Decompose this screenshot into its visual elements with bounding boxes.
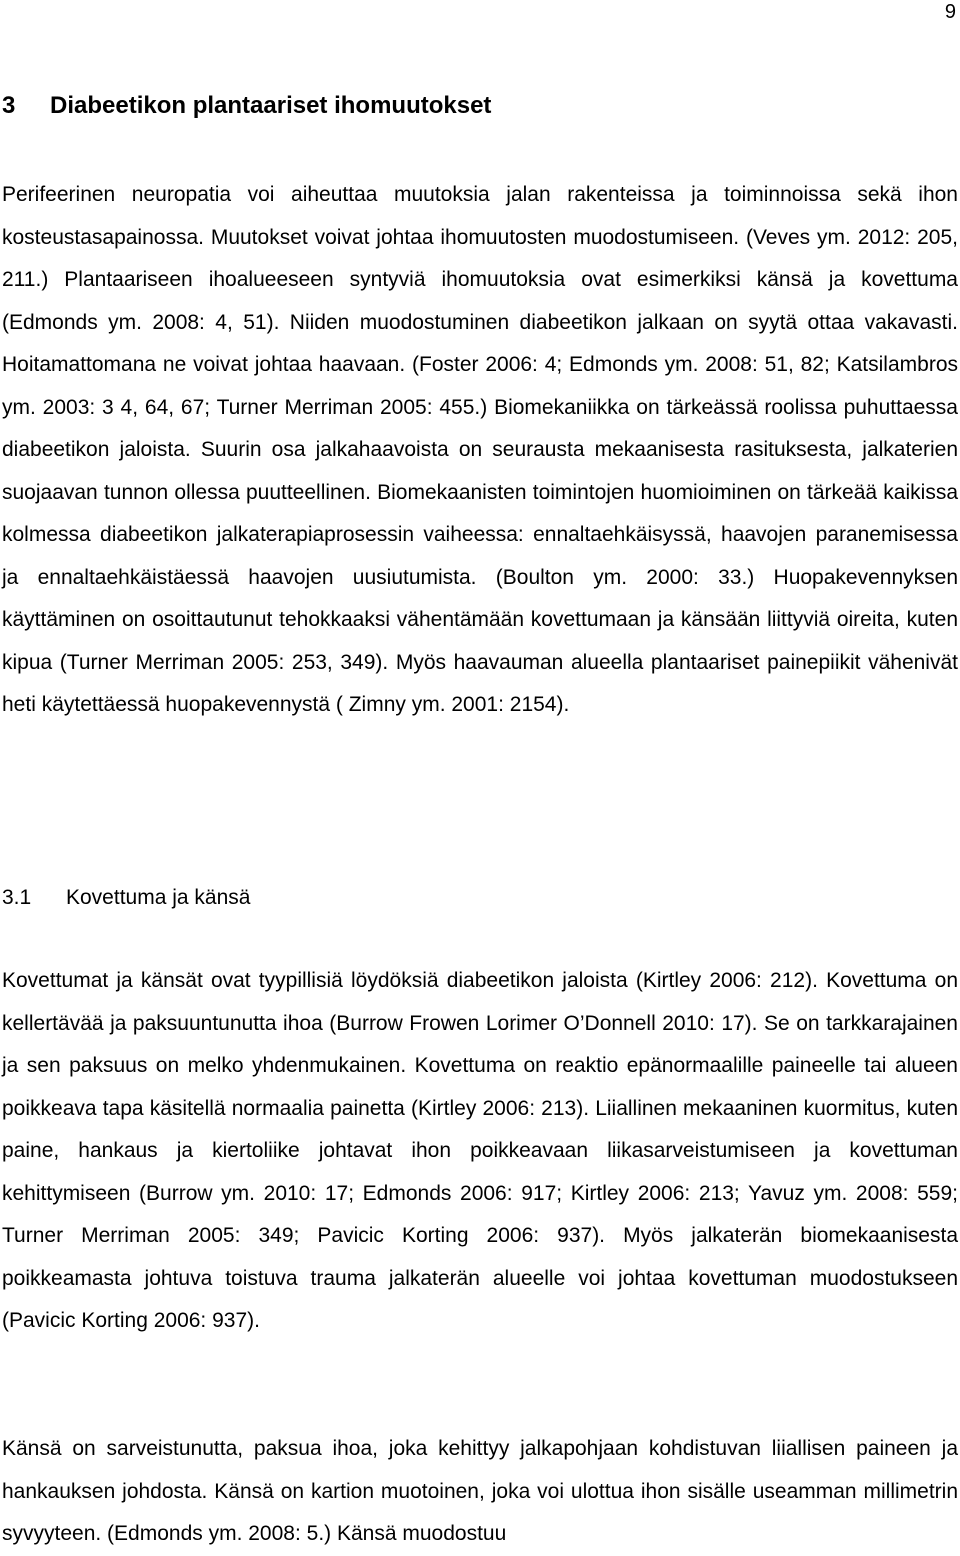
section-title: Diabeetikon plantaariset ihomuutokset [50, 92, 492, 119]
subsection-title: Kovettuma ja känsä [66, 886, 251, 909]
section-heading [2, 90, 491, 122]
subsection-paragraph-1: Kovettumat ja känsät ovat tyypillisiä löydöksiä diabeetikon jaloista (Kirtley 2006: 212). Kovettuma on kellertävää ja paksuuntunutta ihoa (Burrow Frowen Lorimer O’Donnell 2010: 17). Se on tarkkarajainen ja sen paksuus on melko yhdenmukainen. Kovettuma on reaktio epänormaalille paineelle tai alueen poikkeava tapa käsitellä normaalia painetta (Kirtley 2006: 213). Liiallinen mekaaninen kuormitus, kuten paine, hankaus ja kiertoliike johtavat ihon poikkeavaan liikasarveistumiseen ja kovettuman kehittymiseen (Burrow ym. 2010: 17; Edmonds 2006: 917; Kirtley 2006: 213; Yavuz ym. 2008: 559; Turner Merriman 2005: 349; Pavicic Korting 2006: 937). Myös jalkaterän biomekaanisesta poikkeamasta johtuva toistuva trauma jalkaterän alueelle voi johtaa kovettuman muodostukseen (Pavicic Korting 2006: 937). [2, 969, 958, 1332]
section-number: 3 [2, 92, 16, 119]
subsection-number: 3.1 [2, 886, 32, 909]
section-paragraph: Perifeerinen neuropatia voi aiheuttaa muutoksia jalan rakenteissa ja toiminnoissa sekä ihon kosteustasapainossa. Muutokset voivat johtaa ihomuutosten muodostumiseen. (Veves ym. 2012: 205, 211.) Plantaariseen ihoalueeseen syntyviä ihomuutoksia ovat esimerkiksi känsä ja kovettuma (Edmonds ym. 2008: 4, 51). Niiden muodostuminen diabeetikon jalkaan on syytä ottaa vakavasti. Hoitamattomana ne voivat johtaa haavaan. (Foster 2006: 4; Edmonds ym. 2008: 51, 82; Katsilambros ym. 2003: 3 4, 64, 67; Turner Merriman 2005: 455.) Biomekaniikka on tärkeässä roolissa puhuttaessa diabeetikon jaloista. Suurin osa jalkahaavoista on seurausta mekaanisesta rasituksesta, jalkaterien suojaavan tunnon ollessa puutteellinen. Biomekaanisten toimintojen huomioiminen on tärkeää kaikissa kolmessa diabeetikon jalkaterapiaprosessin vaiheessa: ennaltaehkäisyssä, haavojen paranemisessa ja ennaltaehkäistäessä haavojen uusiutumista. (Boulton ym. 2000: 33.) Huopakevennyksen käyttäminen on osoittautunut tehokkaaksi vähentämään kovettumaan ja känsään liittyviä oireita, kuten kipua (Turner Merriman 2005: 253, 349). Myös haavauman alueella plantaariset painepiikit vähenivät heti käytettäessä huopakevennystä ( Zimny ym. 2001: 2154). [2, 183, 958, 716]
subsection-paragraph-2: Känsä on sarveistunutta, paksua ihoa, joka kehittyy jalkapohjaan kohdistuvan liiallisen paineen ja hankauksen johdosta. Känsä on kartion muotoinen, joka voi ulottua ihon sisälle useamman millimetrin syvyyteen. (Edmonds ym. 2008: 5.) Känsä muodostuu [2, 1437, 958, 1545]
page-number: 9 [944, 1, 956, 23]
subsection-heading [2, 882, 250, 914]
